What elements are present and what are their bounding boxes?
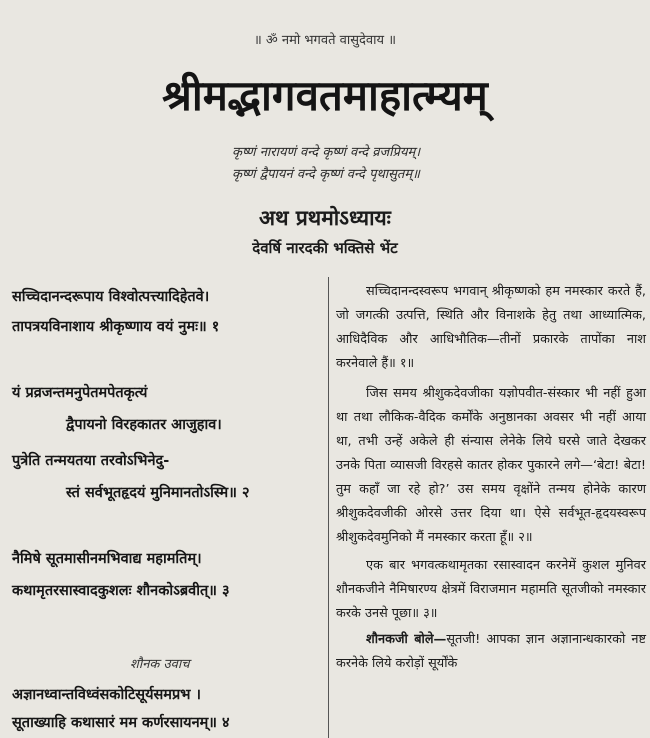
- chapter-heading: अथ प्रथमोऽध्यायः: [259, 206, 391, 230]
- verse-line: सच्चिदानन्दरूपाय विश्वोत्पत्त्यादिहेतवे।: [12, 289, 210, 305]
- translation-text: सूतजी! आपका ज्ञान अज्ञानान्धकारको नष्ट करनेके लिये करोड़ों सूर्योंके: [336, 632, 646, 671]
- speaker-label: शौनक उवाच: [130, 657, 190, 672]
- verse-line: तापत्रयविनाशाय श्रीकृष्णाय वयं नुमः॥ १: [12, 319, 220, 335]
- column-divider: [328, 277, 329, 738]
- translation-paragraph-2: जिस समय श्रीशुकदेवजीका यज्ञोपवीत-संस्कार भी नहीं हुआ था तथा लौकिक-वैदिक कर्मोंके अनुष्ठानका अवसर भी नहीं आया था, तभी उन्हें अकेले ही संन्यास लेनेके लिये घरसे जाते देखकर उनके पिता व्यासजी विरहसे कातर होकर पुकारने लगे—‘बेटा! बेटा! तुम कहाँ जा रहे हो?’ उस समय वृक्षोंने तन्मय होनेके कारण श्रीशुकदेवजीकी ओरसे उत्तर दिया था। ऐसे सर्वभूत-हृदयस्वरूप श्रीशुकदेवमुनिको मैं नमस्कार करता हूँ॥ २॥: [336, 386, 646, 545]
- translation-paragraph-4: [336, 628, 646, 676]
- verse-line: स्तं सर्वभूतहृदयं मुनिमानतोऽस्मि॥ २: [66, 485, 250, 501]
- page-title: श्रीमद्भागवतमाहात्म्यम्: [162, 71, 488, 120]
- verse-line: कथामृतरसास्वादकुशलः शौनकोऽब्रवीत्॥ ३: [12, 583, 230, 599]
- verse-line: नैमिषे सूतमासीनमभिवाद्य महामतिम्।: [12, 551, 202, 567]
- verse-line: सूताख्याहि कथासारं मम कर्णरसायनम्॥ ४: [12, 715, 230, 731]
- verse-line: यं प्रव्रजन्तमनुपेतमपेतकृत्यं: [12, 385, 148, 401]
- invocation: ॥ ॐ नमो भगवते वासुदेवाय ॥: [254, 33, 396, 48]
- verse-line: अज्ञानध्वान्तविध्वंसकोटिसूर्यसमप्रभ ।: [12, 687, 201, 703]
- verse-line: पुत्रेति तन्मयतया तरवोऽभिनेदु-: [12, 453, 170, 469]
- dhyana-line-2: कृष्णं द्वैपायनं वन्दे कृष्णं वन्दे पृथासुतम्॥: [232, 167, 420, 182]
- speaker-label: शौनकजी बोले—: [366, 632, 447, 647]
- verse-line: द्वैपायनो विरहकातर आजुहाव।: [66, 417, 222, 433]
- dhyana-line-1: कृष्णं नारायणं वन्दे कृष्णं वन्दे व्रजप्रियम्।: [232, 145, 421, 160]
- translation-column: [336, 280, 646, 676]
- translation-paragraph-3: एक बार भगवत्कथामृतका रसास्वादन करनेमें कुशल मुनिवर शौनकजीने नैमिषारण्य क्षेत्रमें विराजमान महामति सूतजीको नमस्कार करके उनसे पूछा॥ ३॥: [336, 558, 646, 621]
- chapter-subtitle: देवर्षि नारदकी भक्तिसे भेंट: [252, 239, 398, 257]
- translation-paragraph-1: सच्चिदानन्दस्वरूप भगवान् श्रीकृष्णको हम नमस्कार करते हैं, जो जगत्की उत्पत्ति, स्थिति और विनाशके हेतु तथा आध्यात्मिक, आधिदैविक और आधिभौतिक—तीनों प्रकारके तापोंका नाश करनेवाले हैं॥ १॥: [336, 284, 646, 371]
